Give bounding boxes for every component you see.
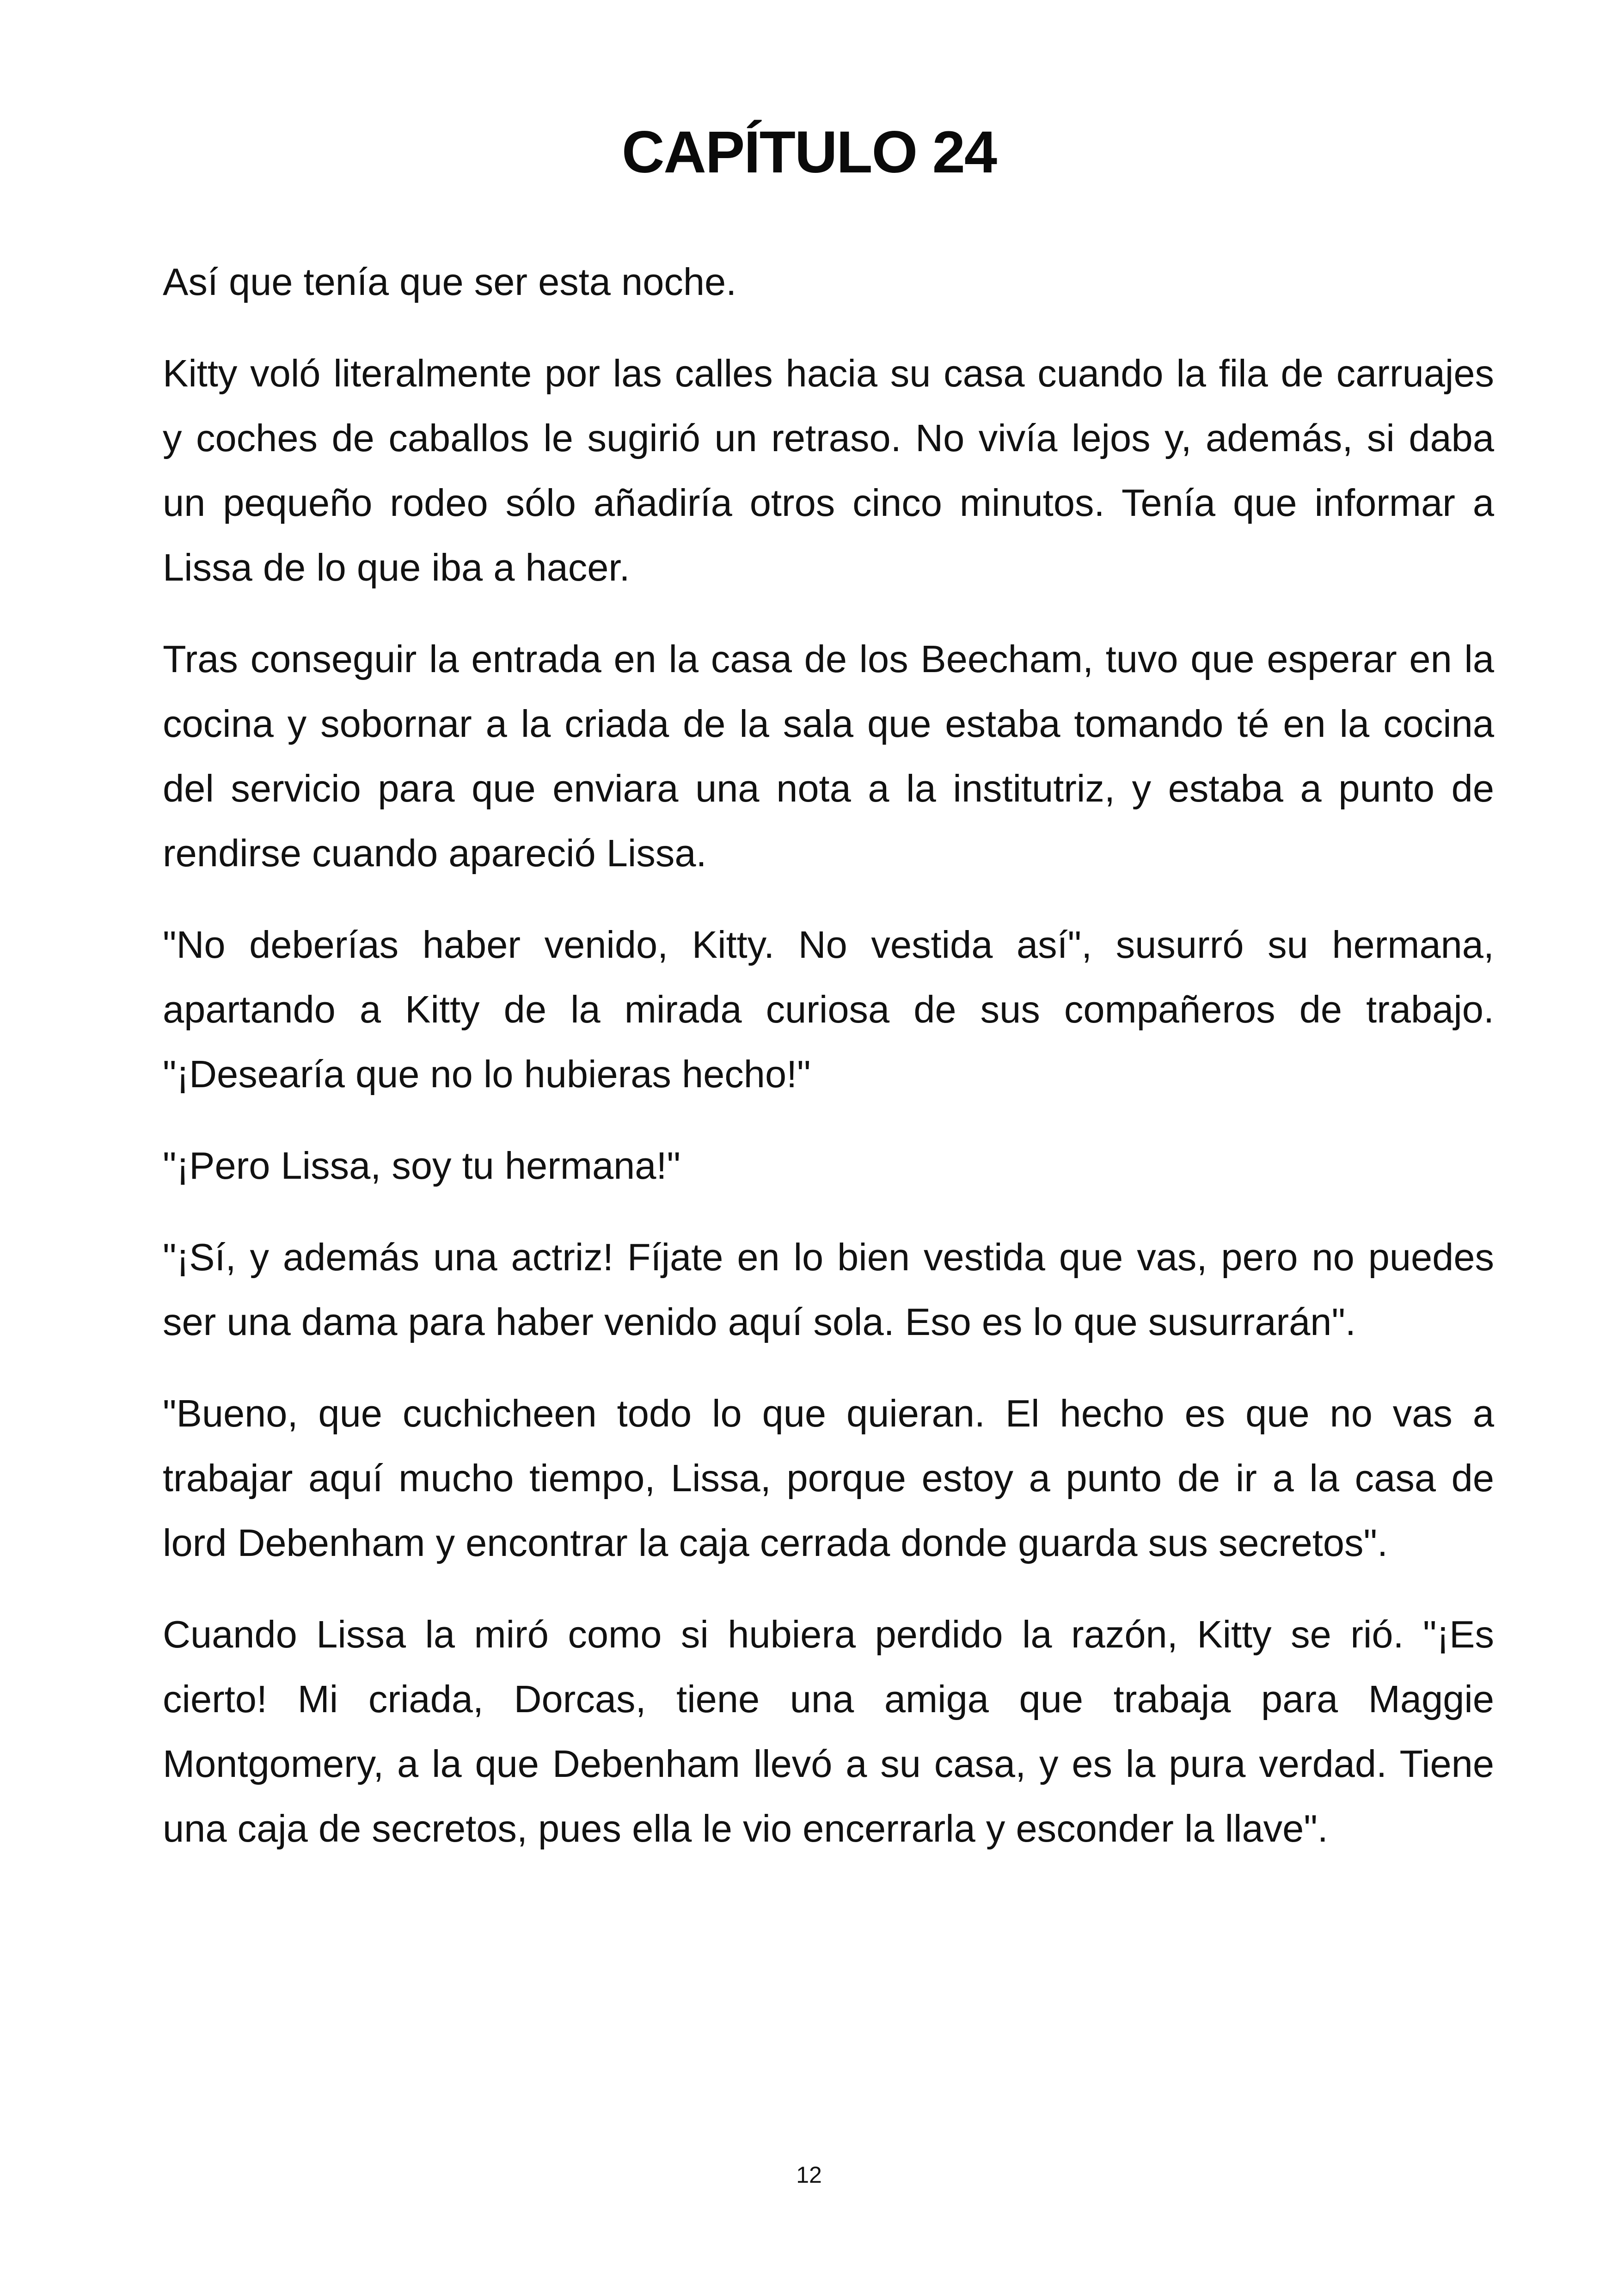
- paragraph: "Bueno, que cuchicheen todo lo que quieran. El hecho es que no vas a trabajar aquí mucho tiempo, Lissa, porque estoy a punto de ir a la casa de lord Debenham y encontrar la caja cerrada donde guarda sus secretos".: [163, 1392, 1494, 1564]
- paragraph: Cuando Lissa la miró como si hubiera perdido la razón, Kitty se rió. "¡Es cierto! Mi criada, Dorcas, tiene una amiga que trabaja para Maggie Montgomery, a la que Debenham llevó a su casa, y es la pura verdad. Tiene una caja de secretos, pues ella le vio encerrarla y esconder la llave".: [163, 1613, 1494, 1850]
- paragraph: Así que tenía que ser esta noche.: [163, 260, 737, 303]
- paragraph: "¡Sí, y además una actriz! Fíjate en lo bien vestida que vas, pero no puedes ser una dama para haber venido aquí sola. Eso es lo que susurrarán".: [163, 1236, 1494, 1343]
- chapter-body: [163, 250, 1494, 1888]
- page-number: 12: [796, 2162, 822, 2188]
- paragraph: Tras conseguir la entrada en la casa de los Beecham, tuvo que esperar en la cocina y sobornar a la criada de la sala que estaba tomando té en la cocina del servicio para que enviara una nota a la institutriz, y estaba a punto de rendirse cuando apareció Lissa.: [163, 637, 1494, 875]
- paragraph: Kitty voló literalmente por las calles hacia su casa cuando la fila de carruajes y coches de caballos le sugirió un retraso. No vivía lejos y, además, si daba un pequeño rodeo sólo añadiría otros cinco minutos. Tenía que informar a Lissa de lo que iba a hacer.: [163, 352, 1494, 589]
- chapter-title: CAPÍTULO 24: [621, 119, 997, 185]
- paragraph: "No deberías haber venido, Kitty. No vestida así", susurró su hermana, apartando a Kitty de la mirada curiosa de sus compañeros de trabajo. "¡Desearía que no lo hubieras hecho!": [163, 923, 1494, 1096]
- paragraph: "¡Pero Lissa, soy tu hermana!": [163, 1144, 680, 1187]
